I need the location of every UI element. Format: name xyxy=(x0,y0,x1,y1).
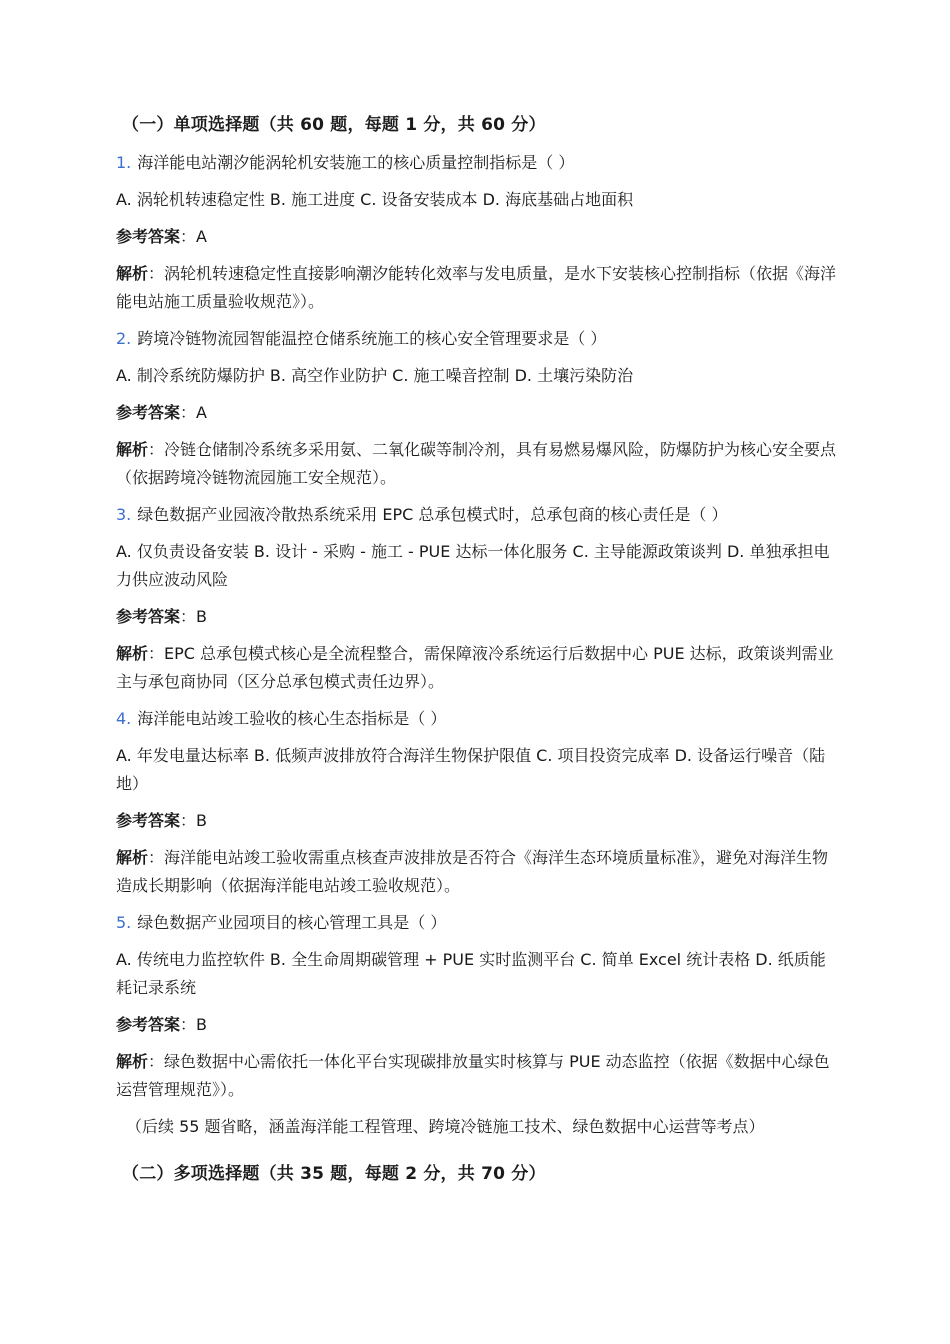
answer-value: ：A xyxy=(180,403,207,422)
question-number: 2. xyxy=(116,329,132,348)
answer-line xyxy=(116,399,840,427)
analysis-text: ：绿色数据中心需依托一体化平台实现碳排放量实时核算与 PUE 动态监控（依据《数据中心绿色运营管理规范》）。 xyxy=(116,1052,830,1099)
answer-value: ：B xyxy=(180,1015,207,1034)
analysis-line xyxy=(116,260,840,316)
answer-label: 参考答案 xyxy=(116,403,181,422)
analysis-label: 解析 xyxy=(116,848,149,867)
question-stem xyxy=(116,909,840,937)
question-text: 绿色数据产业园液冷散热系统采用 EPC 总承包模式时，总承包商的核心责任是（ ） xyxy=(137,505,728,524)
question-text: 海洋能电站潮汐能涡轮机安装施工的核心质量控制指标是（ ） xyxy=(137,153,575,172)
document-content xyxy=(116,112,840,1198)
question-text: 海洋能电站竣工验收的核心生态指标是（ ） xyxy=(137,709,447,728)
question-stem xyxy=(116,149,840,177)
section-title-multiple-choice: （二）多项选择题（共 35 题，每题 2 分，共 70 分） xyxy=(122,1164,546,1184)
question-text: 跨境冷链物流园智能温控仓储系统施工的核心安全管理要求是（ ） xyxy=(137,329,607,348)
answer-label: 参考答案 xyxy=(116,227,181,246)
answer-label: 参考答案 xyxy=(116,607,181,626)
question-options: A. 仅负责设备安装 B. 设计 - 采购 - 施工 - PUE 达标一体化服务 C. 主导能源政策谈判 D. 单独承担电力供应波动风险 xyxy=(116,542,830,589)
answer-value: ：A xyxy=(180,227,207,246)
analysis-label: 解析 xyxy=(116,264,149,283)
question-stem xyxy=(116,325,840,353)
analysis-label: 解析 xyxy=(116,644,149,663)
question-options: A. 年发电量达标率 B. 低频声波排放符合海洋生物保护限值 C. 项目投资完成率 D. 设备运行噪音（陆地） xyxy=(116,746,826,793)
answer-label: 参考答案 xyxy=(116,1015,181,1034)
analysis-text: ：海洋能电站竣工验收需重点核查声波排放是否符合《海洋生态环境质量标准》，避免对海洋生物造成长期影响（依据海洋能电站竣工验收规范）。 xyxy=(116,848,829,895)
analysis-label: 解析 xyxy=(116,440,149,459)
answer-line xyxy=(116,1011,840,1039)
answer-line xyxy=(116,223,840,251)
analysis-text: ：冷链仓储制冷系统多采用氨、二氧化碳等制冷剂，具有易燃易爆风险，防爆防护为核心安全要点（依据跨境冷链物流园施工安全规范）。 xyxy=(116,440,837,487)
question-1 xyxy=(116,149,840,316)
question-options: A. 制冷系统防爆防护 B. 高空作业防护 C. 施工噪音控制 D. 土壤污染防治 xyxy=(116,366,634,385)
answer-value: ：B xyxy=(180,607,207,626)
analysis-line xyxy=(116,640,840,696)
analysis-text: ：EPC 总承包模式核心是全流程整合，需保障液冷系统运行后数据中心 PUE 达标，政策谈判需业主与承包商协同（区分总承包模式责任边界）。 xyxy=(116,644,834,691)
analysis-line xyxy=(116,844,840,900)
question-number: 1. xyxy=(116,153,132,172)
section-title-single-choice: （一）单项选择题（共 60 题，每题 1 分，共 60 分） xyxy=(122,115,546,135)
question-3 xyxy=(116,501,840,696)
analysis-line xyxy=(116,1048,840,1104)
analysis-label: 解析 xyxy=(116,1052,149,1071)
question-stem xyxy=(116,705,840,733)
question-options: A. 涡轮机转速稳定性 B. 施工进度 C. 设备安装成本 D. 海底基础占地面积 xyxy=(116,190,634,209)
question-number: 3. xyxy=(116,505,132,524)
question-number: 5. xyxy=(116,913,132,932)
question-options: A. 传统电力监控软件 B. 全生命周期碳管理 + PUE 实时监测平台 C. 简单 Excel 统计表格 D. 纸质能耗记录系统 xyxy=(116,950,826,997)
question-stem xyxy=(116,501,840,529)
question-text: 绿色数据产业园项目的核心管理工具是（ ） xyxy=(137,913,447,932)
omission-note: （后续 55 题省略，涵盖海洋能工程管理、跨境冷链施工技术、绿色数据中心运营等考点） xyxy=(126,1117,765,1136)
question-5 xyxy=(116,909,840,1104)
answer-label: 参考答案 xyxy=(116,811,181,830)
question-2 xyxy=(116,325,840,492)
analysis-line xyxy=(116,436,840,492)
answer-line xyxy=(116,603,840,631)
question-4 xyxy=(116,705,840,900)
question-number: 4. xyxy=(116,709,132,728)
answer-line xyxy=(116,807,840,835)
analysis-text: ：涡轮机转速稳定性直接影响潮汐能转化效率与发电质量，是水下安装核心控制指标（依据《海洋能电站施工质量验收规范》）。 xyxy=(116,264,837,311)
answer-value: ：B xyxy=(180,811,207,830)
